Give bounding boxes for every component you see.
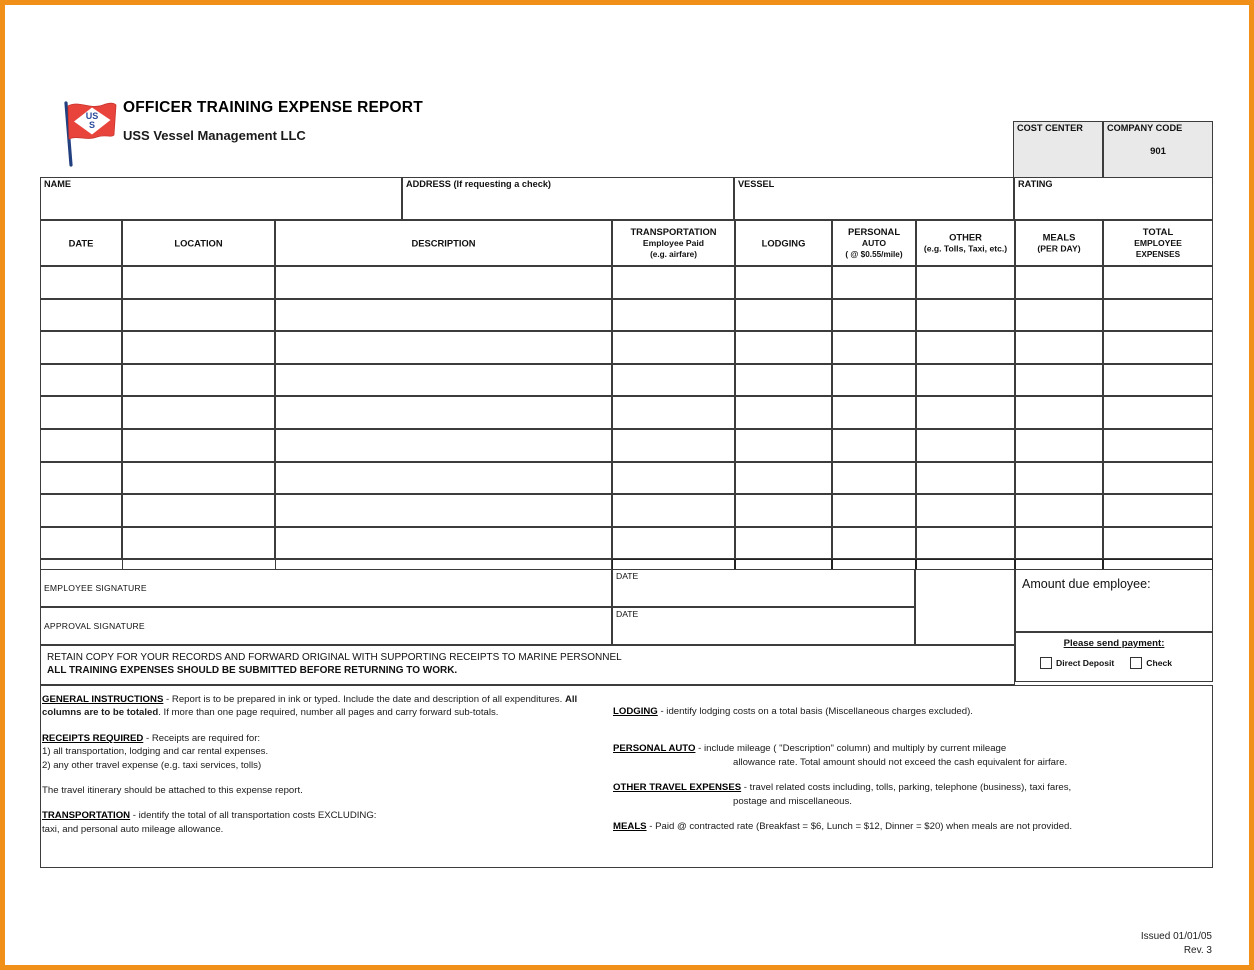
name-label: NAME bbox=[44, 179, 72, 189]
table-cell[interactable] bbox=[40, 364, 122, 397]
cost-center-label: COST CENTER bbox=[1017, 123, 1083, 133]
column-header-total: TOTAL EMPLOYEE EXPENSES bbox=[1103, 220, 1213, 266]
personal-auto-text-2: allowance rate. Total amount should not exceed the cash equivalent for airfare. bbox=[733, 756, 1068, 768]
table-cell[interactable] bbox=[122, 429, 275, 462]
table-cell[interactable] bbox=[122, 299, 275, 332]
table-cell[interactable] bbox=[275, 299, 612, 332]
retain-copy-note bbox=[40, 645, 1015, 685]
instruction-transportation bbox=[42, 809, 582, 836]
table-cell[interactable] bbox=[1103, 494, 1213, 527]
table-cell[interactable] bbox=[1103, 364, 1213, 397]
page-title: OFFICER TRAINING EXPENSE REPORT bbox=[123, 99, 423, 116]
table-cell[interactable] bbox=[832, 266, 916, 299]
table-cell[interactable] bbox=[122, 266, 275, 299]
lodging-heading: LODGING bbox=[613, 706, 658, 717]
table-cell[interactable] bbox=[275, 396, 612, 429]
table-cell[interactable] bbox=[832, 396, 916, 429]
employee-signature-label: EMPLOYEE SIGNATURE bbox=[44, 583, 147, 593]
table-cell[interactable] bbox=[735, 462, 832, 495]
table-cell[interactable] bbox=[275, 429, 612, 462]
receipts-item-2: 2) any other travel expense (e.g. taxi services, tolls) bbox=[42, 759, 262, 771]
table-cell[interactable] bbox=[832, 364, 916, 397]
table-cell[interactable] bbox=[275, 331, 612, 364]
check-label: Check bbox=[1146, 658, 1173, 668]
table-cell[interactable] bbox=[612, 429, 735, 462]
table-cell[interactable] bbox=[275, 364, 612, 397]
svg-text:US: US bbox=[85, 111, 99, 121]
table-cell[interactable] bbox=[832, 462, 916, 495]
table-cell[interactable] bbox=[612, 331, 735, 364]
instructions-left-column bbox=[42, 693, 582, 836]
table-cell[interactable] bbox=[832, 429, 916, 462]
itinerary-text: The travel itinerary should be attached to this expense report. bbox=[42, 785, 303, 797]
table-cell[interactable] bbox=[832, 527, 916, 560]
name-field[interactable] bbox=[40, 177, 402, 220]
address-field[interactable] bbox=[402, 177, 734, 220]
issued-date: Issued 01/01/05 bbox=[1140, 931, 1212, 942]
table-cell[interactable] bbox=[916, 364, 1015, 397]
general-instructions-text-2: . If more than one page required, number all pages and carry forward sub-totals. bbox=[158, 707, 499, 719]
transportation-heading: TRANSPORTATION bbox=[42, 810, 131, 822]
approval-signature-label: APPROVAL SIGNATURE bbox=[44, 621, 145, 631]
column-header-location: LOCATION bbox=[122, 220, 275, 266]
column-header-meals: MEALS (PER DAY) bbox=[1015, 220, 1103, 266]
vessel-field[interactable] bbox=[734, 177, 1014, 220]
column-header-transportation: TRANSPORTATION Employee Paid (e.g. airfare) bbox=[612, 220, 735, 266]
table-cell[interactable] bbox=[1103, 462, 1213, 495]
table-cell[interactable] bbox=[1015, 462, 1103, 495]
approval-date-field[interactable] bbox=[612, 607, 915, 645]
table-cell[interactable] bbox=[735, 364, 832, 397]
masthead bbox=[40, 93, 540, 173]
table-cell[interactable] bbox=[1103, 331, 1213, 364]
company-code-cell[interactable] bbox=[1103, 121, 1213, 178]
svg-text:S: S bbox=[88, 120, 96, 130]
signature-filler-cell bbox=[915, 569, 1015, 645]
retain-note-line2: ALL TRAINING EXPENSES SHOULD BE SUBMITTED BEFORE RETURNING TO WORK. bbox=[47, 665, 458, 676]
table-cell[interactable] bbox=[735, 396, 832, 429]
table-cell[interactable] bbox=[275, 462, 612, 495]
receipts-required-text: - Receipts are required for: bbox=[143, 732, 261, 744]
cost-center-cell[interactable] bbox=[1013, 121, 1103, 178]
direct-deposit-label: Direct Deposit bbox=[1056, 658, 1115, 668]
table-cell[interactable] bbox=[916, 266, 1015, 299]
payment-options bbox=[1040, 657, 1172, 669]
meals-heading: MEALS bbox=[613, 821, 647, 833]
table-cell[interactable] bbox=[275, 494, 612, 527]
table-cell[interactable] bbox=[1015, 331, 1103, 364]
company-name: USS Vessel Management LLC bbox=[123, 128, 306, 143]
general-instructions-bold: All columns are to be totaled bbox=[42, 694, 578, 719]
table-cell[interactable] bbox=[735, 494, 832, 527]
table-cell[interactable] bbox=[122, 396, 275, 429]
table-cell[interactable] bbox=[916, 331, 1015, 364]
table-cell[interactable] bbox=[735, 299, 832, 332]
table-cell[interactable] bbox=[40, 429, 122, 462]
table-cell[interactable] bbox=[1103, 396, 1213, 429]
table-cell[interactable] bbox=[612, 396, 735, 429]
retain-note-line1: RETAIN COPY FOR YOUR RECORDS AND FORWARD ORIGINAL WITH SUPPORTING RECEIPTS TO MARINE PERSONNEL bbox=[47, 652, 622, 663]
table-cell[interactable] bbox=[122, 494, 275, 527]
approval-signature-field[interactable] bbox=[40, 607, 612, 645]
other-travel-heading: OTHER TRAVEL EXPENSES bbox=[613, 782, 742, 794]
check-checkbox[interactable] bbox=[1130, 657, 1142, 669]
footer-revision-block bbox=[1141, 930, 1212, 958]
table-cell[interactable] bbox=[735, 527, 832, 560]
rating-label: RATING bbox=[1018, 179, 1053, 189]
payment-option-check[interactable] bbox=[1130, 657, 1172, 669]
instruction-other-travel bbox=[613, 781, 1198, 808]
table-cell[interactable] bbox=[1015, 396, 1103, 429]
table-cell[interactable] bbox=[916, 494, 1015, 527]
employee-signature-field[interactable] bbox=[40, 569, 612, 607]
table-cell[interactable] bbox=[612, 494, 735, 527]
table-cell[interactable] bbox=[735, 266, 832, 299]
table-cell[interactable] bbox=[1103, 299, 1213, 332]
table-cell[interactable] bbox=[1015, 364, 1103, 397]
table-cell[interactable] bbox=[916, 299, 1015, 332]
table-cell[interactable] bbox=[40, 396, 122, 429]
instruction-personal-auto bbox=[613, 742, 1198, 769]
table-cell[interactable] bbox=[832, 331, 916, 364]
table-cell[interactable] bbox=[122, 527, 275, 560]
column-header-date: DATE bbox=[40, 220, 122, 266]
table-cell[interactable] bbox=[40, 331, 122, 364]
table-cell[interactable] bbox=[916, 429, 1015, 462]
instruction-lodging bbox=[613, 705, 1198, 718]
employee-date-label: DATE bbox=[616, 571, 639, 581]
lodging-text: - identify lodging costs on a total basis (Miscellaneous charges excluded). bbox=[657, 706, 973, 717]
table-cell[interactable] bbox=[40, 527, 122, 560]
column-header-description: DESCRIPTION bbox=[275, 220, 612, 266]
table-cell[interactable] bbox=[1015, 527, 1103, 560]
column-header-personal: PERSONAL AUTO ( @ $0.55/mile) bbox=[832, 220, 916, 266]
send-payment-box bbox=[1015, 632, 1213, 682]
receipts-required-heading: RECEIPTS REQUIRED bbox=[42, 732, 144, 744]
table-cell[interactable] bbox=[122, 462, 275, 495]
transportation-text: - identify the total of all transportation costs EXCLUDING: bbox=[130, 810, 377, 822]
table-cell[interactable] bbox=[612, 527, 735, 560]
meals-text: - Paid @ contracted rate (Breakfast = $6, Lunch = $12, Dinner = $20) when meals are not provided. bbox=[646, 821, 1073, 833]
table-cell[interactable] bbox=[1015, 299, 1103, 332]
table-cell[interactable] bbox=[612, 266, 735, 299]
general-instructions-text-1: - Report is to be prepared in ink or typed. Include the date and description of all expenditures. bbox=[163, 694, 565, 705]
approval-date-label: DATE bbox=[616, 609, 639, 619]
amount-due-label: Amount due employee: bbox=[1022, 577, 1151, 591]
table-cell[interactable] bbox=[1015, 266, 1103, 299]
revision-number: Rev. 3 bbox=[1183, 945, 1212, 956]
table-cell[interactable] bbox=[1103, 527, 1213, 560]
employee-date-field[interactable] bbox=[612, 569, 915, 607]
table-cell[interactable] bbox=[1103, 429, 1213, 462]
table-cell[interactable] bbox=[40, 494, 122, 527]
general-instructions-heading: GENERAL INSTRUCTIONS bbox=[42, 694, 164, 705]
instruction-itinerary bbox=[42, 784, 582, 797]
table-cell[interactable] bbox=[1015, 494, 1103, 527]
table-cell[interactable] bbox=[40, 266, 122, 299]
other-travel-text: - travel related costs including, tolls, parking, telephone (business), taxi fares, bbox=[741, 782, 1072, 794]
instructions-right-column bbox=[613, 705, 1198, 833]
company-code-value: 901 bbox=[1150, 146, 1166, 157]
table-cell[interactable] bbox=[832, 494, 916, 527]
transportation-text-2: taxi, and personal auto mileage allowance. bbox=[42, 823, 224, 835]
table-cell[interactable] bbox=[275, 527, 612, 560]
send-payment-label: Please send payment: bbox=[1063, 638, 1165, 649]
table-cell[interactable] bbox=[916, 462, 1015, 495]
receipts-item-1: 1) all transportation, lodging and car rental expenses. bbox=[42, 746, 269, 758]
table-cell[interactable] bbox=[612, 462, 735, 495]
table-cell[interactable] bbox=[735, 429, 832, 462]
instruction-meals bbox=[613, 820, 1198, 833]
table-cell[interactable] bbox=[40, 462, 122, 495]
table-cell[interactable] bbox=[612, 299, 735, 332]
vessel-label: VESSEL bbox=[738, 179, 775, 189]
table-cell[interactable] bbox=[832, 299, 916, 332]
address-label: ADDRESS (If requesting a check) bbox=[406, 179, 551, 189]
rating-field[interactable] bbox=[1014, 177, 1213, 220]
column-header-other: OTHER (e.g. Tolls, Taxi, etc.) bbox=[916, 220, 1015, 266]
personal-auto-text: - include mileage ( "Description" column) and multiply by current mileage bbox=[695, 743, 1007, 755]
uss-flag-logo-icon bbox=[57, 97, 119, 169]
table-cell[interactable] bbox=[1015, 429, 1103, 462]
payment-option-direct-deposit[interactable] bbox=[1040, 657, 1114, 669]
table-cell[interactable] bbox=[1103, 266, 1213, 299]
company-code-label: COMPANY CODE bbox=[1107, 123, 1183, 133]
instruction-general bbox=[42, 693, 582, 720]
direct-deposit-checkbox[interactable] bbox=[1040, 657, 1052, 669]
amount-due-box[interactable] bbox=[1015, 569, 1213, 632]
table-cell[interactable] bbox=[122, 331, 275, 364]
other-travel-text-2: postage and miscellaneous. bbox=[733, 795, 852, 807]
title-block bbox=[123, 99, 423, 143]
table-cell[interactable] bbox=[612, 364, 735, 397]
column-header-lodging: LODGING bbox=[735, 220, 832, 266]
instruction-receipts bbox=[42, 732, 582, 772]
table-cell[interactable] bbox=[275, 266, 612, 299]
table-cell[interactable] bbox=[916, 396, 1015, 429]
personal-auto-heading: PERSONAL AUTO bbox=[613, 743, 696, 755]
table-cell[interactable] bbox=[122, 364, 275, 397]
table-cell[interactable] bbox=[40, 299, 122, 332]
table-cell[interactable] bbox=[916, 527, 1015, 560]
table-cell[interactable] bbox=[735, 331, 832, 364]
